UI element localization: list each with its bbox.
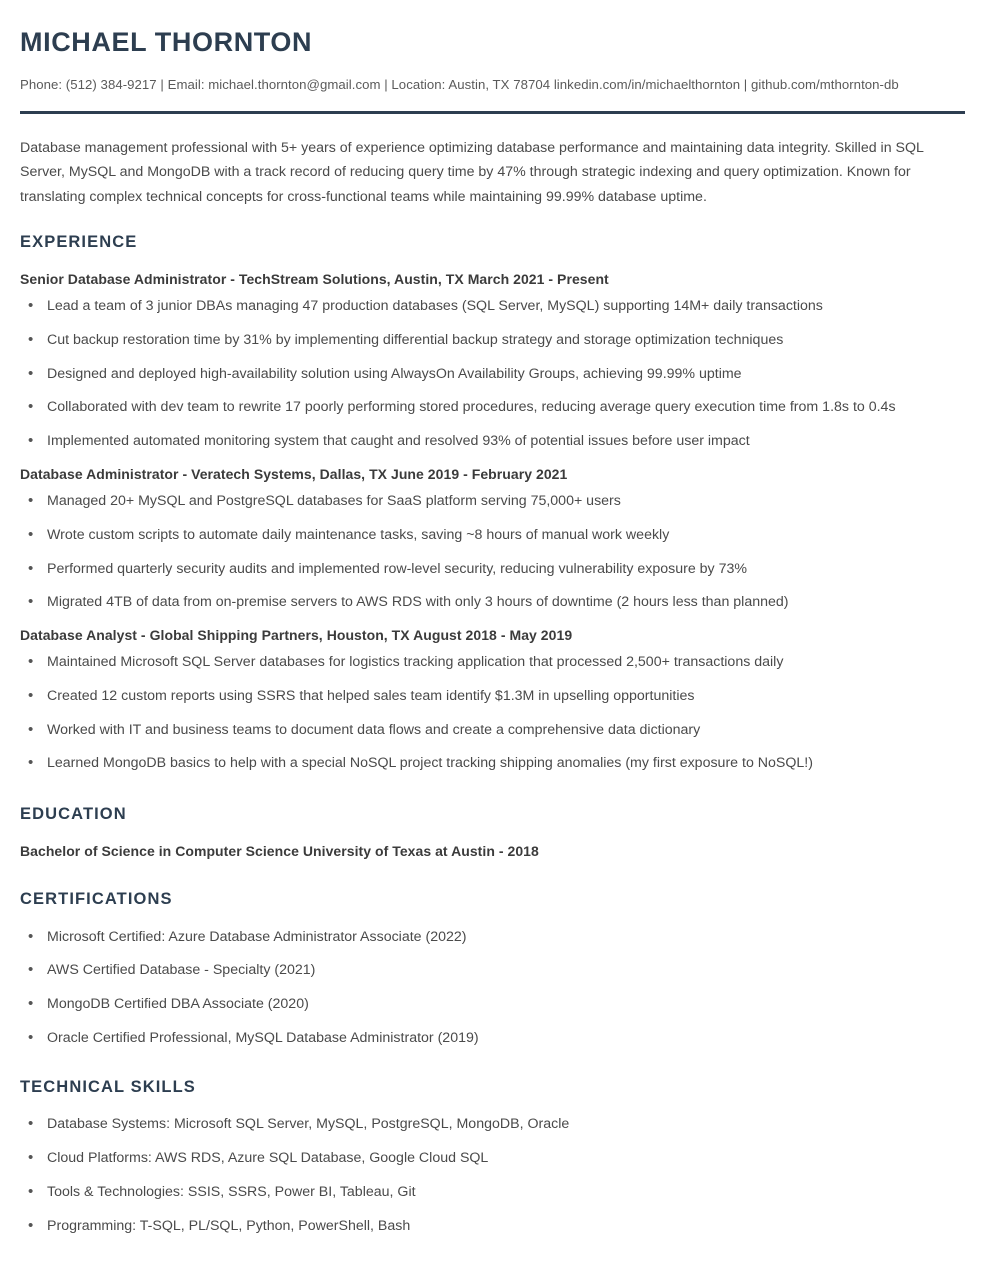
job-bullet: • Lead a team of 3 junior DBAs managing 47 production databases (SQL Server, MySQL) supporting 14M+ daily transactions xyxy=(20,295,965,318)
job-bullet: • Worked with IT and business teams to document data flows and create a comprehensive data dictionary xyxy=(20,719,965,742)
section-title-certifications: CERTIFICATIONS xyxy=(20,889,173,908)
section-title-education: EDUCATION xyxy=(20,805,127,824)
certification-item: • Microsoft Certified: Azure Database Administrator Associate (2022) xyxy=(20,926,965,949)
job-bullet: • Cut backup restoration time by 31% by implementing differential backup strategy and storage optimization techniques xyxy=(20,329,965,352)
job-bullet: • Collaborated with dev team to rewrite 17 poorly performing stored procedures, reducing average query execution time from 1.8s to 0.4s xyxy=(20,396,965,419)
skills-list xyxy=(20,1113,965,1237)
skill-item: • Cloud Platforms: AWS RDS, Azure SQL Database, Google Cloud SQL xyxy=(20,1147,965,1170)
education-entry: Bachelor of Science in Computer Science University of Texas at Austin - 2018 xyxy=(20,842,539,859)
contact-line: Phone: (512) 384-9217 | Email: michael.thornton@gmail.com | Location: Austin, TX 78704 linkedin.com/in/michaelthornton | github.com/mthornton-db xyxy=(20,77,899,93)
job-bullet: • Designed and deployed high-availability solution using AlwaysOn Availability Groups, achieving 99.99% uptime xyxy=(20,363,965,386)
candidate-name: MICHAEL THORNTON xyxy=(20,27,313,57)
experience-entry xyxy=(20,625,965,775)
job-heading: Senior Database Administrator - TechStream Solutions, Austin, TX March 2021 - Present xyxy=(20,270,609,287)
job-heading: Database Analyst - Global Shipping Partners, Houston, TX August 2018 - May 2019 xyxy=(20,627,573,643)
certification-item: • MongoDB Certified DBA Associate (2020) xyxy=(20,993,965,1016)
job-bullet: • Created 12 custom reports using SSRS that helped sales team identify $1.3M in upselling opportunities xyxy=(20,685,965,708)
certifications-section xyxy=(20,890,965,1050)
experience-entry xyxy=(20,464,965,614)
job-bullet: • Wrote custom scripts to automate daily maintenance tasks, saving ~8 hours of manual work weekly xyxy=(20,524,965,547)
education-section xyxy=(20,805,965,862)
job-bullet: • Implemented automated monitoring system that caught and resolved 93% of potential issues before user impact xyxy=(20,430,965,453)
job-bullet: • Maintained Microsoft SQL Server databases for logistics tracking application that processed 2,500+ transactions daily xyxy=(20,651,965,674)
section-title-experience: EXPERIENCE xyxy=(20,233,138,252)
professional-summary: Database management professional with 5+ years of experience optimizing database performance and maintaining data integrity. Skilled in SQL Server, MySQL and MongoDB with a track record of reducing query time by 47% through strategic indexing and query optimization. Known for translating complex technical concepts for cross-functional teams while maintaining 99.99% database uptime. xyxy=(20,139,924,205)
job-heading: Database Administrator - Veratech Systems, Dallas, TX June 2019 - February 2021 xyxy=(20,465,568,482)
skill-item: • Programming: T-SQL, PL/SQL, Python, PowerShell, Bash xyxy=(20,1215,965,1238)
job-bullet-list xyxy=(20,295,965,453)
job-bullet: • Managed 20+ MySQL and PostgreSQL databases for SaaS platform serving 75,000+ users xyxy=(20,490,965,513)
job-bullet-list xyxy=(20,490,965,614)
job-bullet: • Learned MongoDB basics to help with a special NoSQL project tracking shipping anomalies (my first exposure to NoSQL!) xyxy=(20,752,965,775)
certification-item: • Oracle Certified Professional, MySQL Database Administrator (2019) xyxy=(20,1027,965,1050)
skill-item: • Database Systems: Microsoft SQL Server, MySQL, PostgreSQL, MongoDB, Oracle xyxy=(20,1113,965,1136)
skill-item: • Tools & Technologies: SSIS, SSRS, Power BI, Tableau, Git xyxy=(20,1181,965,1204)
technical-skills-section xyxy=(20,1078,965,1238)
certifications-list xyxy=(20,926,965,1050)
section-title-technical-skills: TECHNICAL SKILLS xyxy=(20,1077,196,1096)
experience-entry xyxy=(20,269,965,453)
job-bullet: • Performed quarterly security audits and implemented row-level security, reducing vulnerability exposure by 73% xyxy=(20,558,965,581)
certification-item: • AWS Certified Database - Specialty (2021) xyxy=(20,959,965,982)
experience-section xyxy=(20,233,965,775)
header-divider xyxy=(20,111,965,114)
job-bullet: • Migrated 4TB of data from on-premise servers to AWS RDS with only 3 hours of downtime (2 hours less than planned) xyxy=(20,591,965,614)
job-bullet-list xyxy=(20,651,965,775)
